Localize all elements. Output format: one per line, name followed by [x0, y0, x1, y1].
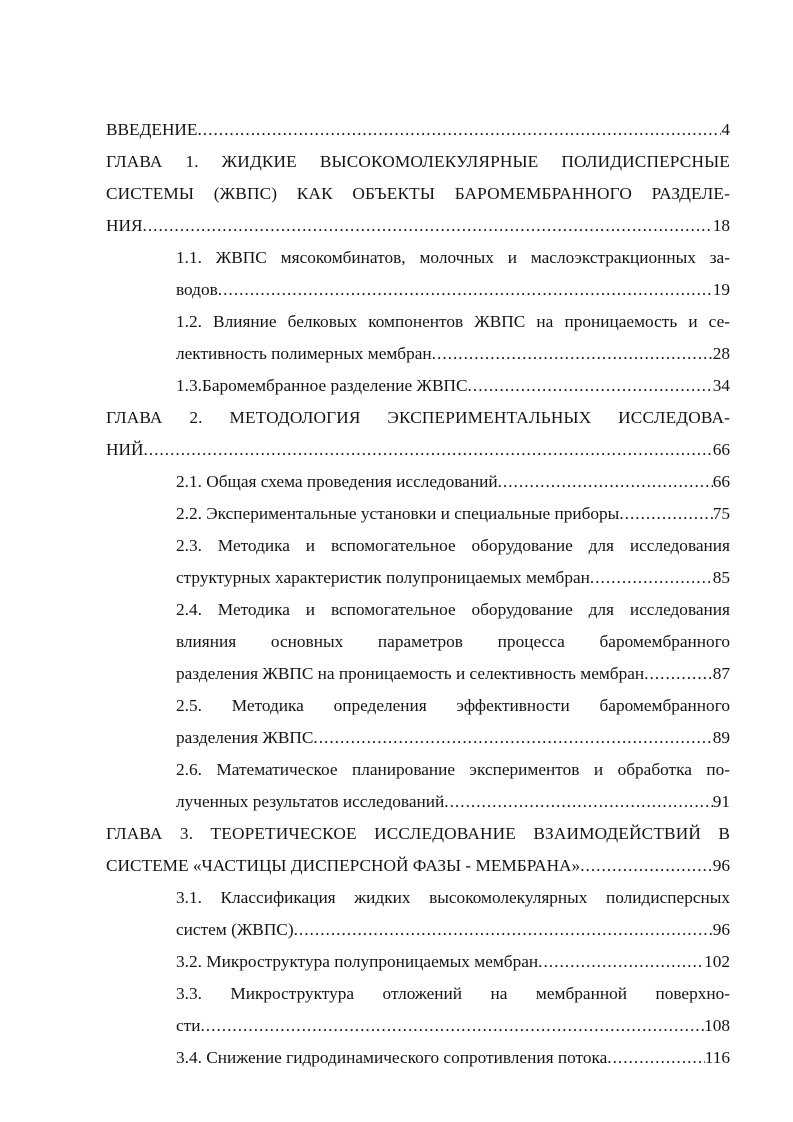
toc-section-3-1-line-2 [176, 914, 730, 946]
toc-page-number: 18 [712, 216, 730, 235]
toc-section-2-5-line-2 [176, 722, 730, 754]
dot-leader [143, 210, 713, 242]
toc-section-3-3-line-1: 3.3. Микроструктура отложений на мембранной поверхно- [176, 984, 730, 1003]
toc-chapter-3-line-1: ГЛАВА 3. ТЕОРЕТИЧЕСКОЕ ИССЛЕДОВАНИЕ ВЗАИМОДЕЙСТВИЙ В [106, 824, 730, 843]
toc-page-number: 96 [712, 856, 730, 875]
toc-page-number: 102 [704, 952, 730, 971]
toc-chapter-1-line-3 [106, 210, 730, 242]
toc-entry-title: ВВЕДЕНИЕ [106, 120, 198, 139]
dot-leader [313, 722, 712, 754]
dot-leader [200, 1010, 704, 1042]
toc-section-2-4-line-3 [176, 658, 730, 690]
dot-leader [607, 1042, 704, 1074]
dot-leader [218, 274, 713, 306]
toc-page-number: 108 [704, 1016, 730, 1035]
toc-section-3-3-line-2 [176, 1010, 730, 1042]
toc-entry-title: лученных результатов исследований [176, 792, 445, 811]
toc-entry-title: водов [176, 280, 218, 299]
toc-chapter-2-line-1: ГЛАВА 2. МЕТОДОЛОГИЯ ЭКСПЕРИМЕНТАЛЬНЫХ ИССЛЕДОВА- [106, 408, 730, 427]
toc-page-number: 87 [712, 664, 730, 683]
toc-section-1-1-line-2 [176, 274, 730, 306]
dot-leader [644, 658, 713, 690]
toc-page-number: 96 [712, 920, 730, 939]
table-of-contents [0, 114, 793, 1074]
toc-page-number: 4 [721, 120, 730, 139]
dot-leader [590, 562, 713, 594]
toc-section-2-6-line-1: 2.6. Математическое планирование экспериментов и обработка по- [176, 760, 730, 779]
toc-section-1-2-line-1: 1.2. Влияние белковых компонентов ЖВПС на проницаемость и се- [176, 312, 730, 331]
toc-section-1-1-line-1: 1.1. ЖВПС мясокомбинатов, молочных и маслоэкстракционных за- [176, 248, 730, 267]
toc-entry-title: НИЯ [106, 216, 143, 235]
toc-section-2-3-line-1: 2.3. Методика и вспомогательное оборудование для исследования [176, 536, 730, 555]
toc-section-2-5-line-1: 2.5. Методика определения эффективности баромембранного [176, 696, 730, 715]
toc-section-2-4-line-2: влияния основных параметров процесса баромембранного [176, 632, 730, 651]
toc-page-number: 89 [712, 728, 730, 747]
toc-chapter-3-line-2 [106, 850, 730, 882]
toc-entry-title: 1.3.Баромембранное разделение ЖВПС [176, 376, 468, 395]
toc-entry-title: разделения ЖВПС на проницаемость и селективность мембран [176, 664, 645, 683]
toc-entry-intro [106, 114, 730, 146]
toc-entry-title: НИЙ [106, 440, 144, 459]
toc-page-number: 66 [712, 440, 730, 459]
toc-entry-title: сти [176, 1016, 201, 1035]
toc-section-1-2-line-2 [176, 338, 730, 370]
toc-section-2-3-line-2 [176, 562, 730, 594]
toc-page-number: 66 [712, 472, 730, 491]
toc-section-2-2 [176, 498, 730, 530]
toc-entry-title: структурных характеристик полупроницаемых мембран [176, 568, 590, 587]
toc-page-number: 28 [712, 344, 730, 363]
dot-leader [294, 914, 713, 946]
toc-entry-title: 2.2. Экспериментальные установки и специальные приборы [176, 504, 620, 523]
toc-section-2-4-line-1: 2.4. Методика и вспомогательное оборудование для исследования [176, 600, 730, 619]
dot-leader [580, 850, 713, 882]
toc-entry-title: 3.4. Снижение гидродинамического сопротивления потока [176, 1048, 608, 1067]
dot-leader [432, 338, 713, 370]
toc-chapter-1-line-1: ГЛАВА 1. ЖИДКИЕ ВЫСОКОМОЛЕКУЛЯРНЫЕ ПОЛИДИСПЕРСНЫЕ [106, 152, 730, 171]
toc-entry-title: разделения ЖВПС [176, 728, 314, 747]
toc-page-number: 116 [704, 1048, 730, 1067]
toc-entry-title: СИСТЕМЕ «ЧАСТИЦЫ ДИСПЕРСНОЙ ФАЗЫ - МЕМБРАНА» [106, 856, 581, 875]
toc-page-number: 34 [712, 376, 730, 395]
toc-page-number: 91 [712, 792, 730, 811]
toc-entry-title: лективность полимерных мембран [176, 344, 432, 363]
dot-leader [538, 946, 704, 978]
toc-section-3-4 [176, 1042, 730, 1074]
dot-leader [498, 466, 713, 498]
toc-page-number: 85 [712, 568, 730, 587]
toc-section-3-1-line-1: 3.1. Классификация жидких высокомолекулярных полидисперсных [176, 888, 730, 907]
toc-page-number: 19 [712, 280, 730, 299]
toc-section-2-6-line-2 [176, 786, 730, 818]
toc-entry-title: систем (ЖВПС) [176, 920, 294, 939]
toc-section-1-3 [176, 370, 730, 402]
toc-entry-title: 2.1. Общая схема проведения исследований [176, 472, 498, 491]
toc-chapter-1-line-2: СИСТЕМЫ (ЖВПС) КАК ОБЪЕКТЫ БАРОМЕМБРАННОГО РАЗДЕЛЕ- [106, 184, 730, 203]
toc-entry-title: 3.2. Микроструктура полупроницаемых мембран [176, 952, 539, 971]
dot-leader [444, 786, 712, 818]
toc-page-number: 75 [712, 504, 730, 523]
dot-leader [619, 498, 712, 530]
dot-leader [197, 114, 721, 146]
toc-section-3-2 [176, 946, 730, 978]
dot-leader [468, 370, 713, 402]
toc-section-2-1 [176, 466, 730, 498]
dot-leader [143, 434, 712, 466]
toc-chapter-2-line-2 [106, 434, 730, 466]
